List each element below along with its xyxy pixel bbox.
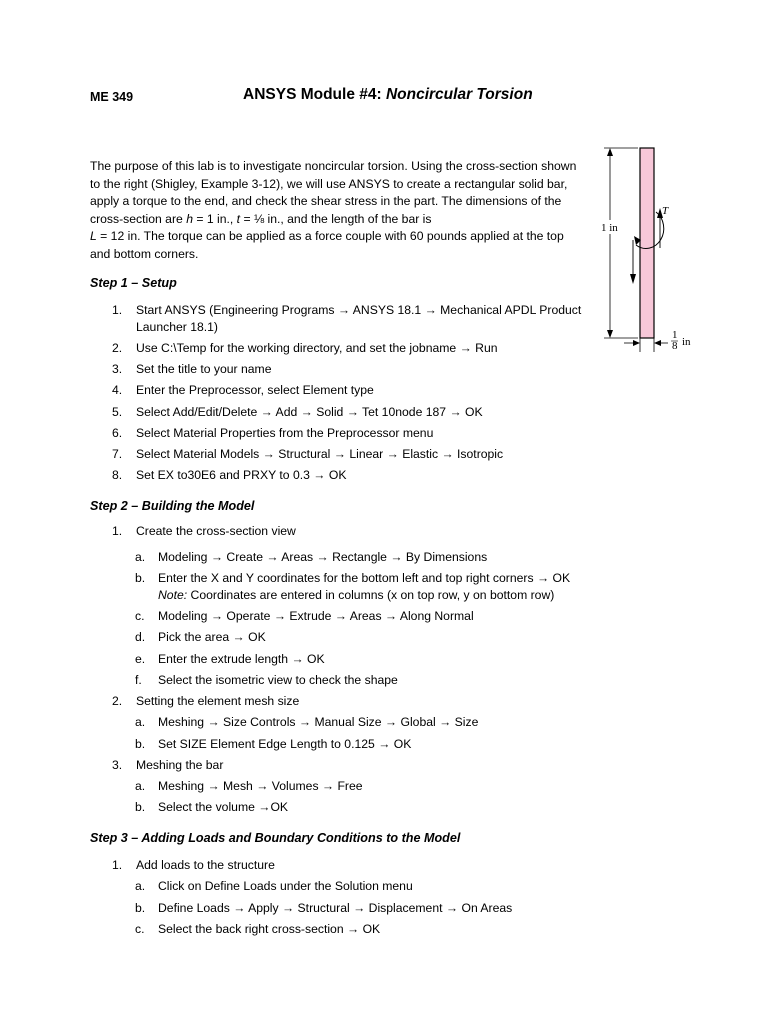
intro-paragraph xyxy=(90,158,580,264)
step2-heading: Step 2 – Building the Model xyxy=(90,499,255,513)
sub-item-letter: b. xyxy=(135,571,146,585)
step1-item-text: Set EX to30E6 and PRXY to 0.3 → OK xyxy=(136,468,347,482)
step2-item-text: Create the cross-section view xyxy=(136,524,296,538)
note-label: Note: xyxy=(158,588,188,602)
dim-height-label: 1 in xyxy=(601,222,618,234)
step1-item-num: 8. xyxy=(112,468,123,482)
sub-item-text: Select the isometric view to check the shape xyxy=(158,673,398,687)
intro-text-4: = 12 in. The torque can be applied as a force couple with 60 pounds applied at the top and bottom corners. xyxy=(90,229,564,261)
sub-item-text: Modeling → Operate → Extrude → Areas → Along Normal xyxy=(158,609,474,623)
step2-item-num: 2. xyxy=(112,694,123,708)
step1-item-text: Use C:\Temp for the working directory, and set the jobname → Run xyxy=(136,341,498,355)
step1-item-text: Select Add/Edit/Delete → Add → Solid → Tet 10node 187 → OK xyxy=(136,405,483,419)
step1-item-num: 7. xyxy=(112,447,123,461)
sub-item-text: Click on Define Loads under the Solution menu xyxy=(158,879,413,893)
title-main: ANSYS Module #4: xyxy=(243,86,386,103)
sub-item-letter: a. xyxy=(135,715,146,729)
step2-item-num: 1. xyxy=(112,524,123,538)
sub-item-text: Enter the X and Y coordinates for the bottom left and top right corners → OK xyxy=(158,571,571,585)
sub-item-note xyxy=(158,587,554,604)
step2-item-text: Setting the element mesh size xyxy=(136,694,300,708)
sub-item-letter: f. xyxy=(135,673,142,687)
step1-item-num: 4. xyxy=(112,383,123,397)
step1-item-num: 2. xyxy=(112,341,123,355)
thickness-numerator: 1 xyxy=(672,329,678,341)
step3-heading: Step 3 – Adding Loads and Boundary Conditions to the Model xyxy=(90,831,461,845)
intro-text-1: The purpose of this lab is to investigate noncircular torsion. Using the cross-section shown to the right (Shigley, Example 3-12), we will use ANSYS to create a rectangular solid bar, apply a torque to the end, and check the shear stress in the part. The dimensions of the cross-section are xyxy=(90,159,577,226)
sub-item-text: Meshing → Mesh → Volumes → Free xyxy=(158,779,363,793)
sub-item-letter: b. xyxy=(135,737,146,751)
thickness-denominator: 8 xyxy=(672,340,678,352)
sub-item-letter: b. xyxy=(135,800,146,814)
sub-item-text: Modeling → Create → Areas → Rectangle → By Dimensions xyxy=(158,550,488,564)
dim-arrow-top xyxy=(607,148,613,156)
cross-section-bar xyxy=(640,148,654,338)
sub-item-letter: d. xyxy=(135,630,146,644)
sub-item-text: Pick the area → OK xyxy=(158,630,266,644)
course-code: ME 349 xyxy=(90,90,134,104)
torque-label: T xyxy=(662,205,669,217)
var-h: h xyxy=(186,211,193,226)
step1-item-text-cont: Launcher 18.1) xyxy=(136,320,218,334)
sub-item-letter: a. xyxy=(135,550,146,564)
step1-item-num: 5. xyxy=(112,405,123,419)
step1-item-num: 6. xyxy=(112,426,123,440)
step1-heading: Step 1 – Setup xyxy=(90,276,177,290)
sub-item-letter: a. xyxy=(135,779,146,793)
sub-item-letter: b. xyxy=(135,901,146,915)
intro-text-3: = ⅛ in., and the length of the bar is xyxy=(240,211,432,226)
step3-item-num: 1. xyxy=(112,858,123,872)
sub-item-letter: e. xyxy=(135,652,146,666)
sub-item-text: Define Loads → Apply → Structural → Displacement → On Areas xyxy=(158,901,513,915)
page-title xyxy=(243,86,533,104)
thickness-unit: in xyxy=(682,336,691,348)
step1-item-text: Start ANSYS (Engineering Programs → ANSYS 18.1 → Mechanical APDL Product xyxy=(136,303,582,317)
step1-item-num: 3. xyxy=(112,362,123,376)
step3-item-text: Add loads to the structure xyxy=(136,858,275,872)
step2-item-text: Meshing the bar xyxy=(136,758,224,772)
step1-item-text: Set the title to your name xyxy=(136,362,272,376)
sub-item-letter: c. xyxy=(135,609,145,623)
step2-item-num: 3. xyxy=(112,758,123,772)
intro-text-2: = 1 in., xyxy=(192,211,237,226)
force-arrowhead-left xyxy=(630,274,636,284)
sub-item-letter: a. xyxy=(135,879,146,893)
cross-section-figure xyxy=(596,140,706,360)
dim-arrow-bottom xyxy=(607,330,613,338)
var-t: t xyxy=(236,211,241,226)
step1-item-num: 1. xyxy=(112,303,123,317)
sub-item-text: Select the back right cross-section → OK xyxy=(158,922,381,936)
thick-arrowhead-left xyxy=(633,340,640,346)
step1-item-text: Enter the Preprocessor, select Element type xyxy=(136,383,374,397)
step1-item-text: Select Material Properties from the Preprocessor menu xyxy=(136,426,434,440)
sub-item-text: Set SIZE Element Edge Length to 0.125 → OK xyxy=(158,737,412,751)
sub-item-text: Enter the extrude length → OK xyxy=(158,652,325,666)
sub-item-text: Meshing → Size Controls → Manual Size → Global → Size xyxy=(158,715,479,729)
sub-item-letter: c. xyxy=(135,922,145,936)
title-italic: Noncircular Torsion xyxy=(385,86,533,103)
var-L: L xyxy=(90,229,97,244)
note-text: Coordinates are entered in columns (x on top row, y on bottom row) xyxy=(187,588,555,602)
step1-item-text: Select Material Models → Structural → Linear → Elastic → Isotropic xyxy=(136,447,504,461)
thick-arrowhead-right xyxy=(654,340,661,346)
sub-item-text: Select the volume →OK xyxy=(158,800,289,814)
